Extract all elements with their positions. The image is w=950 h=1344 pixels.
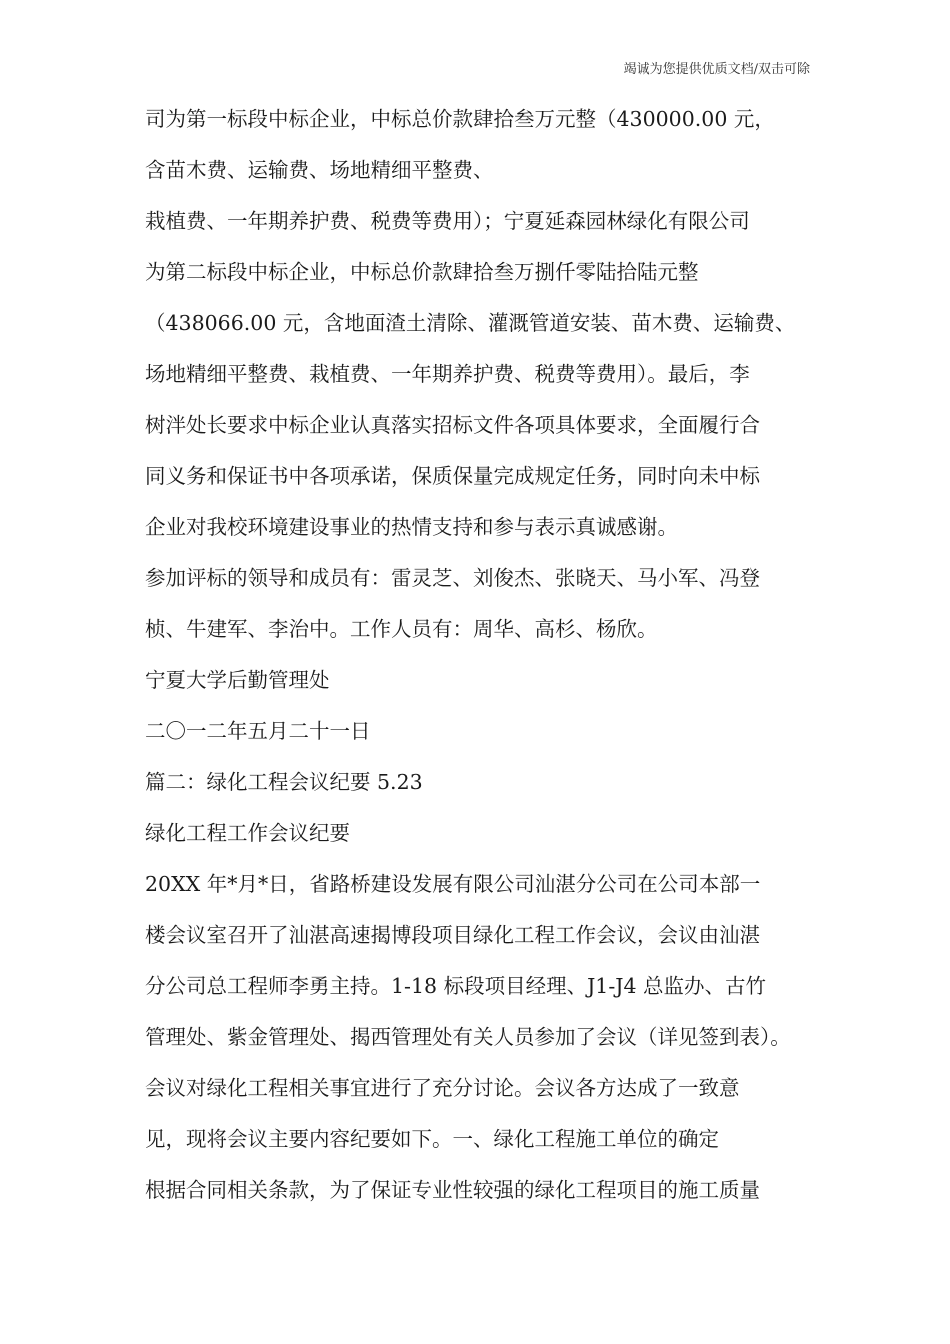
text-line: 企业对我校环境建设事业的热情支持和参与表示真诚感谢。 — [145, 515, 678, 539]
header-note: 竭诚为您提供优质文档/双击可除 — [623, 62, 810, 77]
text-line: 树泮处长要求中标企业认真落实招标文件各项具体要求，全面履行合 — [145, 413, 760, 437]
text-line: 栽植费、一年期养护费、税费等费用）；宁夏延森园林绿化有限公司 — [145, 209, 750, 233]
text-line: 管理处、紫金管理处、揭西管理处有关人员参加了会议（详见签到表）。 — [145, 1025, 791, 1049]
signature-organization: 宁夏大学后勤管理处 — [145, 668, 330, 692]
text-line: 司为第一标段中标企业，中标总价款肆拾叁万元整（430000.00 元， — [145, 107, 775, 131]
text-line: 楼会议室召开了汕湛高速揭博段项目绿化工程工作会议，会议由汕湛 — [145, 923, 760, 947]
signature-date: 二〇一二年五月二十一日 — [145, 719, 371, 743]
text-line: 会议对绿化工程相关事宜进行了充分讨论。会议各方达成了一致意 — [145, 1076, 740, 1100]
text-line: 分公司总工程师李勇主持。1-18 标段项目经理、J1-J4 总监办、古竹 — [145, 974, 767, 998]
text-line: 为第二标段中标企业，中标总价款肆拾叁万捌仟零陆拾陆元整 — [145, 260, 699, 284]
text-line: 场地精细平整费、栽植费、一年期养护费、税费等费用）。最后，李 — [145, 362, 750, 386]
document-title: 绿化工程工作会议纪要 — [145, 821, 350, 845]
text-line: 根据合同相关条款，为了保证专业性较强的绿化工程项目的施工质量 — [145, 1178, 760, 1202]
text-line: 同义务和保证书中各项承诺，保质保量完成规定任务，同时向未中标 — [145, 464, 760, 488]
text-line: 桢、牛建军、李治中。工作人员有：周华、高杉、杨欣。 — [145, 617, 658, 641]
text-line: 含苗木费、运输费、场地精细平整费、 — [145, 158, 494, 182]
text-line: 见，现将会议主要内容纪要如下。一、绿化工程施工单位的确定 — [145, 1127, 719, 1151]
document-body — [145, 104, 825, 1226]
text-line: 20XX 年*月*日，省路桥建设发展有限公司汕湛分公司在公司本部一 — [145, 872, 761, 896]
text-line: 参加评标的领导和成员有：雷灵芝、刘俊杰、张晓天、马小军、冯登 — [145, 566, 760, 590]
section-heading: 篇二：绿化工程会议纪要 5.23 — [145, 770, 423, 794]
text-line: （438066.00 元，含地面渣土清除、灌溉管道安装、苗木费、运输费、 — [145, 311, 796, 335]
